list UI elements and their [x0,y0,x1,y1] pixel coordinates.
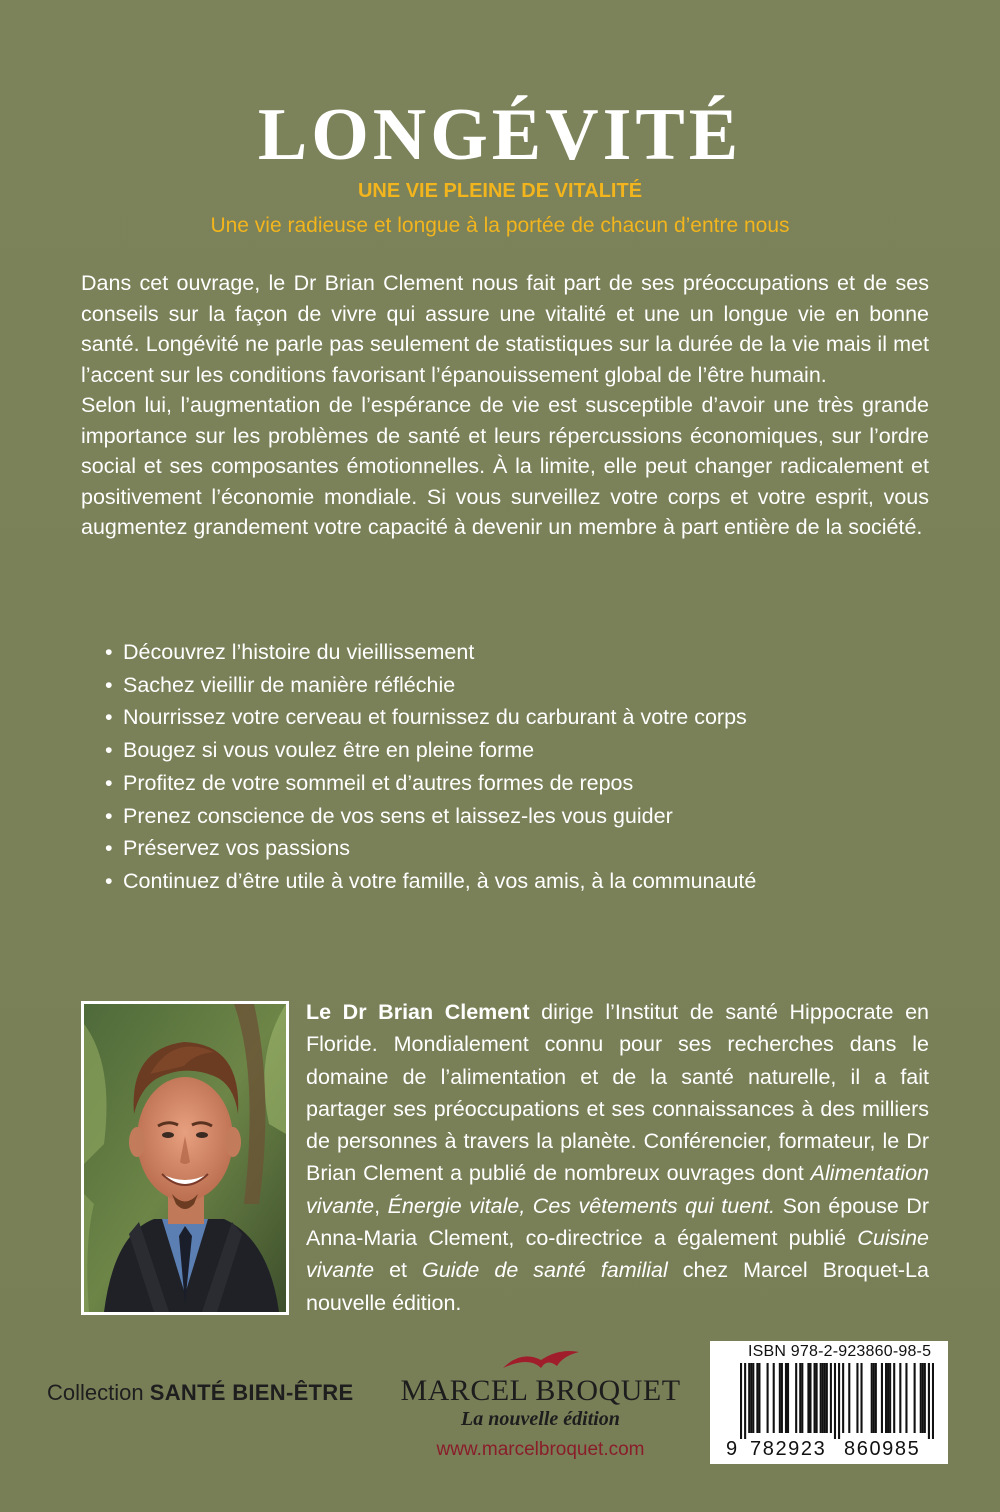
barcode-bar [822,1363,824,1433]
list-item-text: Profitez de votre sommeil et d’autres formes de repos [123,770,634,795]
barcode-bars [740,1363,934,1439]
barcode-bar [860,1363,862,1433]
barcode-bar [842,1363,844,1433]
ean-left-digits: 782923 [750,1438,827,1460]
intro-text [81,268,929,543]
publisher-website-link[interactable]: www.marcelbroquet.com [436,1439,645,1460]
barcode-bar [773,1363,775,1433]
barcode-bar [873,1363,875,1433]
intro-paragraph: Dans cet ouvrage, le Dr Brian Clement nous fait part de ses préoccupations et de ses conseils sur la façon de vivre qui assure une vitalité et une un longue vie en bonne santé. Longévité ne parle pas seulement de statistiques sur la durée de la vie mais il met l’accent sur les conditions favorisant l’épanouissement global de l’être humain. [81,271,929,387]
barcode-bar [826,1363,828,1433]
list-item-text: Prenez conscience de vos sens et laissez-les vous guider [123,803,673,828]
barcode-bar [799,1363,801,1433]
barcode-bar [871,1363,873,1433]
list-item [105,636,945,669]
barcode-bar [756,1363,758,1433]
barcode-bar [924,1363,926,1433]
bullet-marker: • [105,836,113,861]
book-reference: Énergie vitale, Ces vêtements qui tuent. [387,1193,776,1218]
list-item [105,734,945,767]
barcode-bar [922,1363,924,1433]
barcode-bar [779,1363,781,1433]
barcode-bar [887,1363,889,1433]
barcode-bar [748,1363,750,1433]
barcode-bar [740,1363,742,1439]
bio-text: Son épouse Dr Anna-Maria Clement, co-directrice a également publié [306,1193,929,1251]
publisher-name: MARCEL BROQUET [400,1374,681,1407]
barcode-bar [814,1363,816,1433]
barcode-bar [856,1363,858,1433]
author-photo [81,1001,289,1315]
bird-logo-icon [501,1346,581,1374]
list-item [105,701,945,734]
barcode-bar [899,1363,901,1433]
barcode-bar [787,1363,789,1433]
barcode-bar [781,1363,783,1433]
barcode-bar [928,1363,930,1439]
barcode-bar [816,1363,818,1433]
author-name: Le Dr Brian Clement [306,1000,530,1024]
collection-label [47,1380,353,1406]
list-item-text: Continuez d’être utile à votre famille, à vos amis, à la communauté [123,868,757,893]
barcode-bar [807,1363,809,1433]
barcode-bar [905,1363,907,1433]
bullet-marker: • [105,738,113,763]
list-item-text: Bougez si vous voulez être en pleine forme [123,738,535,763]
ean-right-digits: 860985 [844,1438,921,1460]
barcode-bar [920,1363,922,1433]
bio-text: chez Marcel Broquet-La nouvelle édition. [306,1258,929,1315]
bullet-marker: • [105,705,113,730]
isbn-number: ISBN 978-2-923860-98-5 [748,1343,932,1360]
barcode-bar [744,1363,746,1439]
collection-name: SANTÉ BIEN-ÊTRE [149,1380,354,1405]
bio-text: et [374,1258,423,1283]
list-item [105,800,945,833]
book-reference: Guide de santé familial [422,1258,668,1283]
collection-prefix: Collection [47,1380,150,1405]
list-item-text: Découvrez l’histoire du vieillissement [123,640,475,664]
book-tagline: Une vie radieuse et longue à la portée de chacun d’entre nous [210,214,790,237]
book-title: LONGÉVITÉ [257,94,743,176]
barcode-bar [752,1363,754,1433]
barcode-bar [932,1363,934,1439]
book-reference: Alimentation vivante [306,1161,929,1218]
barcode-bar [838,1363,840,1439]
barcode-bar [914,1363,916,1433]
barcode-bar [758,1363,760,1433]
bullet-marker: • [105,868,113,893]
bullet-marker: • [105,640,113,664]
barcode-bar [820,1363,822,1433]
list-item-text: Préservez vos passions [123,836,351,861]
intro-paragraph: Selon lui, l’augmentation de l’espérance de vie est susceptible d’avoir une très grande importance sur les problèmes de santé et leurs répercussions économiques, sur l’ordre social et ses composantes émotionnelles. À la limite, elle peut changer radicalement et positivement l’économie mondiale. Si vous surveillez votre corps et votre esprit, vous augmentez grandement votre capacité à devenir un membre à part entière de la société. [81,393,929,539]
author-portrait-illustration [84,1004,286,1312]
barcode-bar [824,1363,826,1433]
list-item [105,669,945,702]
author-bio [306,996,929,1319]
bullet-marker: • [105,770,113,795]
bio-text: dirige l’Institut de santé Hippocrate en Floride. Mondialement connu pour ses recherches dans le domaine de l’alimentation et de la santé naturelle, il a fait partager ses préoccupations et ses connaissances à des milliers de personnes à travers la planète. Conférencier, formateur, le Dr Brian Clement a publié de nombreux ouvrages dont [306,1000,930,1186]
barcode-bar [795,1363,797,1433]
barcode [710,1341,948,1464]
barcode-bar [801,1363,803,1433]
barcode-bar [885,1363,887,1433]
benefits-list [105,636,945,898]
bullet-marker: • [105,803,113,828]
barcode-bar [848,1363,850,1433]
list-item [105,767,945,800]
barcode-bar [767,1363,769,1433]
barcode-bar [834,1363,836,1439]
barcode-bar [785,1363,787,1433]
barcode-bar [889,1363,891,1433]
list-item-text: Sachez vieillir de manière réfléchie [123,672,456,697]
list-item [105,865,945,898]
ean-first-digit: 9 [726,1438,738,1460]
barcode-bar [875,1363,877,1433]
barcode-bar [893,1363,895,1433]
barcode-bar [750,1363,752,1433]
barcode-bar [881,1363,883,1433]
bio-text: , [374,1193,388,1218]
barcode-bar [809,1363,811,1433]
bullet-marker: • [105,672,113,697]
publisher-logo [398,1346,683,1462]
book-subtitle: UNE VIE PLEINE DE VITALITÉ [357,180,643,202]
barcode-bar [830,1363,832,1433]
publisher-subtitle: La nouvelle édition [461,1408,620,1430]
list-item [105,832,945,865]
book-reference: Cuisine vivante [306,1226,929,1283]
list-item-text: Nourrissez votre cerveau et fournissez du carburant à votre corps [123,705,747,730]
